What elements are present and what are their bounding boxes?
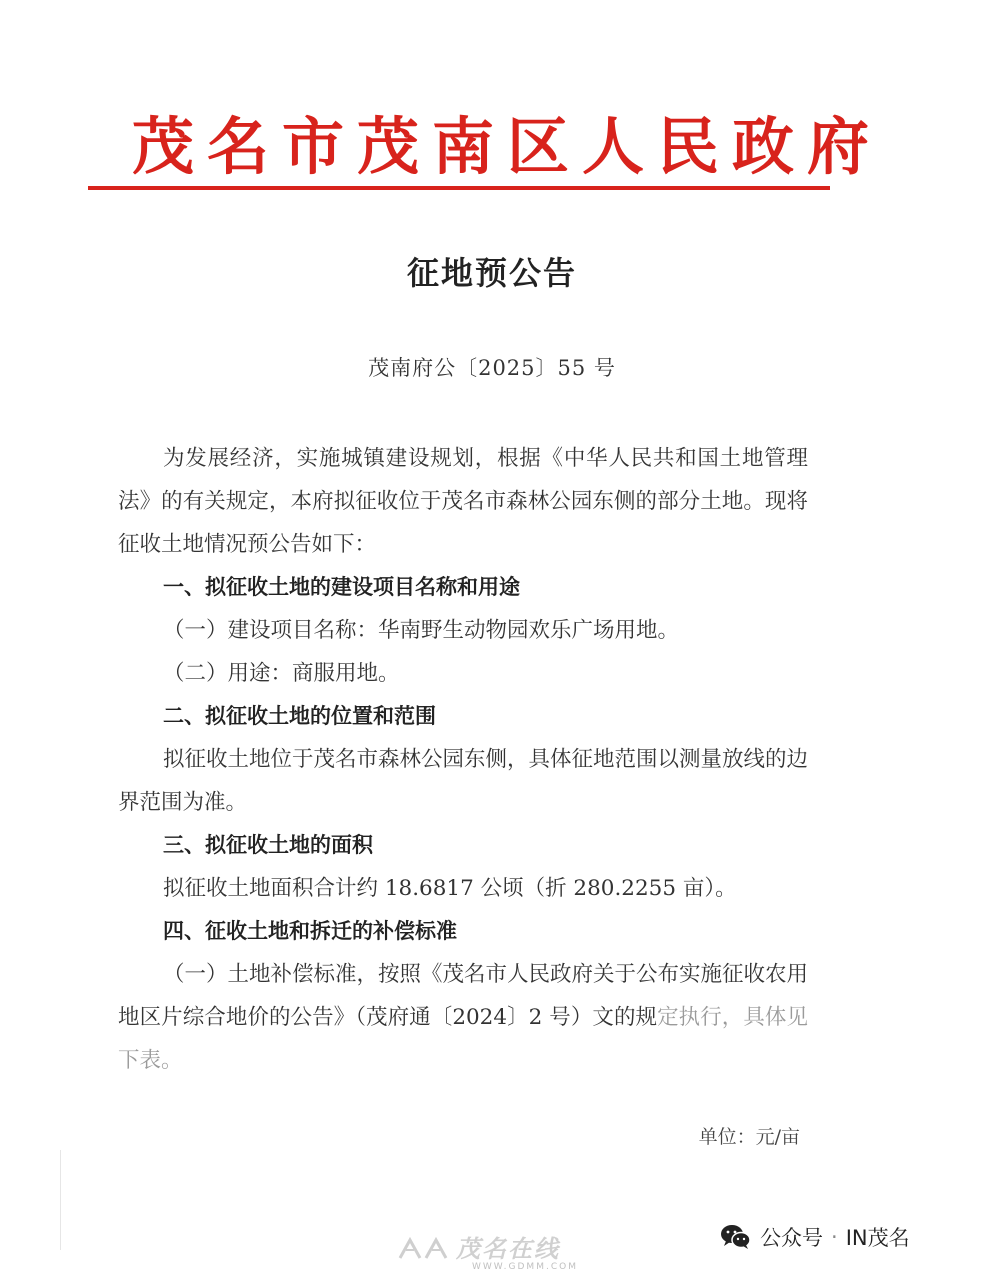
- intro-paragraph: 为发展经济，实施城镇建设规划，根据《中华人民共和国土地管理法》的有关规定，本府拟征收位于茂名市森林公园东侧的部分土地。现将征收土地情况预公告如下：: [118, 446, 808, 557]
- section-1-heading: 一、拟征收土地的建设项目名称和用途: [163, 575, 520, 599]
- section-1-item-1: （一）建设项目名称：华南野生动物园欢乐广场用地。: [163, 618, 680, 643]
- site-watermark: [396, 1236, 596, 1276]
- section-4-item-1-main: （一）土地补偿标准，按照《茂名市人民政府关于公布实施征收农用地区片综合地价的公告》（茂府通〔2024〕2 号）文的规: [118, 962, 809, 1030]
- wechat-icon: [720, 1223, 752, 1251]
- section-4-item-1-faded: 定执行，具体见下表。: [118, 1005, 808, 1073]
- watermark-logo: [396, 1236, 596, 1262]
- wechat-account-badge[interactable]: [720, 1222, 910, 1252]
- section-3-text: 拟征收土地面积合计约 18.6817 公顷（折 280.2255 亩）。: [163, 876, 737, 901]
- document-number: 茂南府公〔2025〕55 号: [368, 356, 616, 380]
- section-1-item-2: （二）用途：商服用地。: [163, 661, 400, 686]
- section-4-heading: 四、征收土地和拆迁的补偿标准: [163, 919, 457, 943]
- page-edge-shadow: [60, 1150, 61, 1250]
- unit-label: 单位：元/亩: [698, 1126, 800, 1148]
- wechat-separator: ·: [831, 1225, 838, 1249]
- document-body: [118, 437, 808, 1082]
- section-2-text: 拟征收土地位于茂名市森林公园东侧，具体征地范围以测量放线的边界范围为准。: [118, 747, 809, 815]
- watermark-mark-icon: [396, 1236, 456, 1262]
- org-name-header: 茂名市茂南区人民政府: [132, 110, 883, 183]
- watermark-logo-text: 茂名在线: [456, 1235, 560, 1263]
- section-2-heading: 二、拟征收土地的位置和范围: [163, 704, 436, 728]
- document-title: 征地预公告: [406, 254, 577, 292]
- section-3-heading: 三、拟征收土地的面积: [163, 833, 373, 857]
- wechat-account-name: IN茂名: [845, 1226, 910, 1250]
- header-red-rule: [88, 186, 830, 190]
- watermark-url: WWW.GDMM.COM: [472, 1262, 578, 1272]
- wechat-label: 公众号: [760, 1226, 823, 1250]
- section-4-item-1: [118, 953, 808, 1082]
